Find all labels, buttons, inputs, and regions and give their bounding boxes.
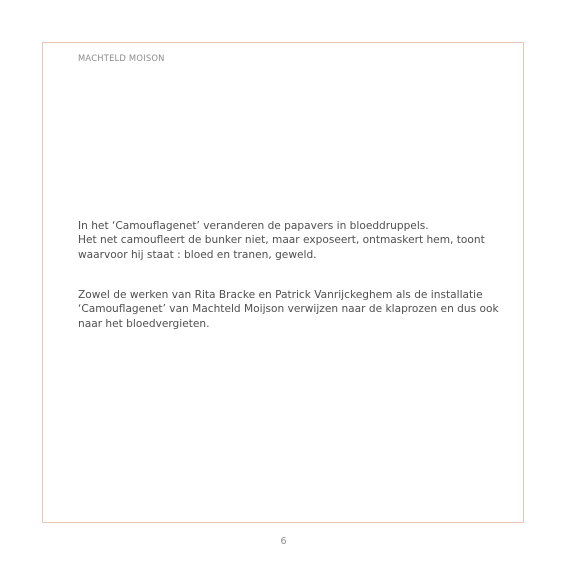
paragraph-1: [78, 219, 508, 262]
paragraph-line: Het net camoufleert de bunker niet, maar exposeert, ontmaskert hem, toont: [78, 234, 485, 247]
paragraph-line: naar het bloedvergieten.: [78, 317, 210, 330]
page-frame: [42, 42, 524, 523]
paragraph-line: In het ‘Camouflagenet’ veranderen de papavers in bloeddruppels.: [78, 220, 429, 232]
page-number: 6: [280, 536, 287, 547]
running-header: MACHTELD MOISON: [78, 53, 165, 63]
paragraph-line: ‘Camouflagenet’ van Machteld Moijson verwijzen naar de klaprozen en dus ook: [78, 303, 499, 316]
paragraph-2: [78, 288, 508, 331]
paragraph-line: waarvoor hij staat : bloed en tranen, geweld.: [78, 248, 317, 261]
paragraph-line: Zowel de werken van Rita Bracke en Patrick Vanrijckeghem als de installatie: [78, 289, 483, 301]
